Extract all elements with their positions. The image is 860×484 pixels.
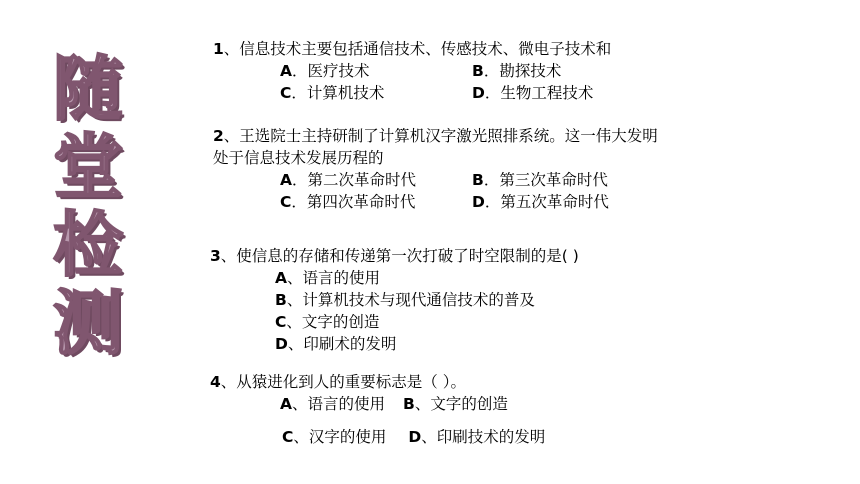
option-a	[280, 60, 472, 82]
option-text: ．第四次革命时代	[291, 193, 416, 211]
question-1	[213, 38, 611, 104]
option-letter: D	[408, 428, 422, 446]
question-number: 1	[213, 40, 224, 58]
option-text: 、计算机技术与现代通信技术的普及	[286, 291, 535, 309]
option-letter: C	[280, 84, 292, 102]
option-c	[280, 191, 472, 213]
question-text: 、信息技术主要包括通信技术、传感技术、微电子技术和	[223, 40, 612, 58]
option-b	[472, 60, 611, 82]
options-row	[282, 426, 545, 448]
side-title-char: 堂	[53, 126, 123, 208]
option-b	[403, 395, 508, 413]
side-title-char: 测	[53, 282, 123, 364]
question-3-stem	[210, 245, 579, 267]
option-letter: B	[472, 62, 484, 80]
question-1-stem	[213, 38, 611, 60]
side-title-char: 随	[53, 48, 123, 130]
option-c	[280, 82, 472, 104]
option-letter: B	[472, 171, 484, 189]
option-text: ．医疗技术	[292, 62, 370, 80]
option-d	[472, 82, 611, 104]
option-a	[275, 267, 579, 289]
option-a	[280, 169, 472, 191]
option-letter: C	[282, 428, 294, 446]
option-text: 、语言的使用	[292, 395, 386, 413]
option-a	[280, 395, 385, 413]
option-text: 、印刷技术的发明	[421, 428, 546, 446]
option-text: 、汉字的使用	[293, 428, 387, 446]
option-d	[275, 333, 579, 355]
question-4	[210, 371, 545, 448]
question-number: 2	[213, 127, 224, 145]
question-2-stem	[213, 125, 658, 147]
option-text: ．计算机技术	[291, 84, 385, 102]
side-title	[40, 50, 136, 362]
option-b	[275, 289, 579, 311]
option-c	[282, 428, 386, 446]
option-letter: A	[275, 269, 287, 287]
option-c	[275, 311, 579, 333]
option-letter: D	[275, 335, 288, 353]
option-b	[472, 169, 658, 191]
question-2	[213, 125, 658, 213]
option-letter: C	[280, 193, 292, 211]
options-row	[280, 393, 545, 415]
option-letter: B	[403, 395, 415, 413]
question-3	[210, 245, 579, 355]
question-number: 3	[210, 247, 221, 265]
option-letter: D	[472, 84, 485, 102]
question-text: 、使信息的存储和传递第一次打破了时空限制的是( )	[220, 247, 579, 265]
option-text: 、文字的创造	[414, 395, 508, 413]
option-letter: A	[280, 395, 292, 413]
question-2-stem-line2: 处于信息技术发展历程的	[213, 149, 384, 167]
option-text: ．第三次革命时代	[483, 171, 608, 189]
question-text: 、王选院士主持研制了计算机汉字激光照排系统。这一伟大发明	[223, 127, 658, 145]
options-list	[275, 267, 579, 355]
option-text: ．勘探技术	[483, 62, 562, 80]
option-text: ．第五次革命时代	[484, 193, 609, 211]
option-letter: A	[280, 171, 292, 189]
question-number: 4	[210, 373, 221, 391]
option-text: 、印刷术的发明	[287, 335, 397, 353]
option-letter: B	[275, 291, 287, 309]
option-letter: D	[472, 193, 485, 211]
options-grid	[280, 169, 658, 213]
option-letter: A	[280, 62, 292, 80]
side-title-char: 检	[53, 204, 123, 286]
question-text: 、从猿进化到人的重要标志是（ ）。	[220, 373, 466, 391]
options-grid	[280, 60, 611, 104]
option-letter: C	[275, 313, 287, 331]
question-4-stem	[210, 371, 545, 393]
option-text: 、语言的使用	[287, 269, 381, 287]
option-d	[408, 428, 545, 446]
option-text: ．第二次革命时代	[292, 171, 417, 189]
option-d	[472, 191, 658, 213]
option-text: 、文字的创造	[286, 313, 380, 331]
option-text: ．生物工程技术	[484, 84, 594, 102]
